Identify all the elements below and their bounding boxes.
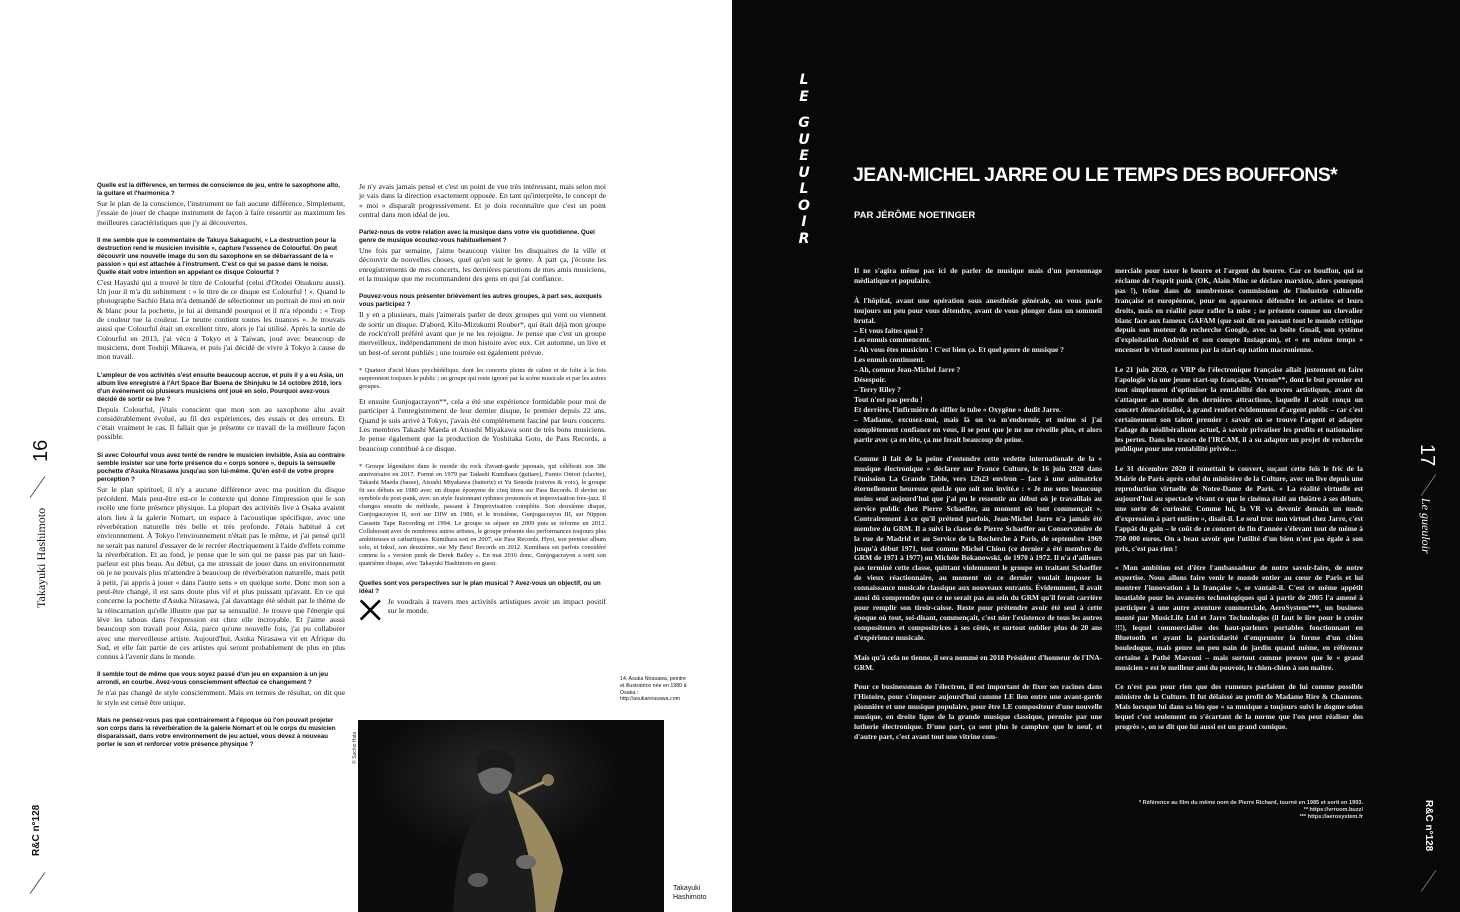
section-vertical-label [796,72,812,247]
byline: PAR JÉRÔME NOETINGER [854,210,976,221]
x-mark-icon [359,597,382,623]
saxophonist-image [358,720,664,912]
footnote-line: *** https://aerosystem.fr [1299,814,1363,821]
folio-divider [1421,870,1437,892]
article-paragraph: Comme il fait de la peine d'entendre cette vedette internationale de la « musique électronique » déclarer sur France Culture, le 16 juin 2020 dans l'émission La Grande Table, vers 12h23 environ – face à une animatrice éternellement heureuse quel.le que soit son invité.e : « Je me sens beaucoup moins seul aujourd'hui que j'ai pu le ressentir au début où je travaillais au service public chez Pierre Schaeffer, au moment où tout commençait ». Contrairement à ce qu'il prétend parfois, Jean-Michel Jarre n'a jamais été membre du GRM. Il a suivi la classe de Pierre Schaeffer au Conservatoire de la rue de Madrid et au Service de la Recherche à Paris, de septembre 1969 jusqu'à début 1971, tout comme Michel Chion (ce dernier a été membre du GRM de 1971 à 1977) ou Michèle Bokanowski, de 1970 à 1972. Il n'a d'ailleurs pas terminé cette classe, quittant violemment le groupe en traitant Schaeffer de vieux réactionnaire, au moment où ce dernier voulait imposer la connaissance musicale classique aux nouveaux entrants. Évidemment, il avait aussi dû comprendre que ce ne serait pas au sein du GRM qu'il ferait carrière pour remplir son tiroir-caisse. Reste pour prétendre avoir été seul à cette époque où tout, soi-disant, commençait, c'est nier l'existence de tous les autres compositeurs et compositrices à ses côtés, et surtout oublier plus de 20 ans d'expérience musicale. [854,454,1102,642]
section-letter: G [798,115,810,131]
article-paragraph: À l'hôpital, avant une opération sous anesthésie générale, on vous parle toujours un peu pour vous détendre, avant de vous plonger dans un sommeil brutal. – Et vous faites quoi ? Les ennuis commencent. – Ah vous êtes musicien ! C'est bien ça. Et quel genre de musique ? Les ennuis continuent. – Ah, comme Jean-Michel Jarre ? Désespoir. – Terry Riley ? Tout n'est pas perdu ! Et derrière, l'infirmière de siffler le tube « Oxygène » dudit Jarre. – Madame, excusez-moi, mais là on va m'endormir, et même si j'ai complètement confiance en vous, il se peut que je ne me réveille plus, et alors partir avec ça en tête, ça me ferait beaucoup de peine. [854,295,1102,444]
photo-credit: © Sachio Hata [352,731,358,764]
footnotes [1092,800,1363,822]
folio-divider [30,872,46,894]
article-column-1 [854,266,1102,752]
interview-question: Il me semble que le commentaire de Takuya Sakaguchi, « La destruction pour la destruction rend le musicien invisible », capture l'essence de Colourful. On peut découvrir une nouvelle image du son du saxophone en se débarrassant de la « passion » qui est attachée à l'instrument. C'est ce qui se passe dans le noise. Quelle était votre intention en appelant ce disque Colourful ? [97,236,338,276]
folio-number: 16 [30,439,52,462]
running-author: Takayuki Hashimoto [34,507,48,608]
folio-divider [30,476,46,498]
article-paragraph: Le 31 décembre 2020 il remettait le couvert, suçant cette fois le fric de la Mairie de Paris après celui du ministère de la Culture, avec un live depuis une reproduction virtuelle de Notre-Dame de Paris. « La réalité virtuelle est aujourd'hui au spectacle vivant ce que le cinéma était au théâtre à ses débuts, une sorte de curiosité. Comme lui, la VR va devenir demain un mode d'expression à part entière », disait-il. Le seul truc non virtuel chez Jarre, c'est l'appât du gain – le coût de ce concert de fin d'année s'élevant tout de même à 750 000 euros. On a beau savoir que l'utilité d'un bien n'est pas égale à son prix, c'est pas rien ! [1115,464,1363,553]
section-letter: E [799,148,809,164]
interview-answer: Je n'y avais jamais pensé et c'est un point de vue très intéressant, mais selon moi je vais dans la direction exactement opposée. En tant qu'interprète, le concept de « moi » disparaît progressivement. Et je dois reconnaître que c'est un point central dans mon idéal de jeu. [359,182,606,219]
footnote-rouber: * Quatuor d'acid blues psychédélique, dont les concerts pleins de calme et de folie à la fois surprennent toujours le public ; un groupe qui reste ignoré par la scène musicale et par les autres groupes. [359,366,606,391]
interview-answer: C'est Hayashi qui a trouvé le titre de Colourful (celui d'Otodei Otsukuru aussi). Un jour il m'a dit subitement : « le titre de ce disque est Colourful ! ». Quand le photographe Sachio Hata m'a demandé de sélectionner un portrait de moi en noir & blanc pour la pochette, je lui ai demandé pourquoi et il m'a répondu : « Trop de couleur tue la couleur. Le neutre contient toutes les nuances ». Je trouvais aussi que Colourful était un excellent titre, alors je l'ai utilisé. Après la sortie de Colourful en 2013, j'ai vécu à Tokyo et à Taiwan, joué avec beaucoup de musiciens, dont Toshiji Mikawa, et puis j'ai décidé de vivre à Tokyo à cause de mon travail. [97,277,345,362]
interview-question: Quelle est la différence, en termes de conscience de jeu, entre le saxophone alto, la guitare et l'harmonica ? [97,182,340,197]
interview-question: Si avec Colourful vous avez tenté de rendre le musicien invisible, Asia au contraire semble insister sur une forte présence du « corps sonore », depuis la sensuelle pochette d'Asuka Nirasawa jusqu'au son lui-même. Qu'en est-il de votre propre perception ? [97,451,345,483]
article-paragraph: merciale pour taxer le beurre et l'argent du beurre. Car ce bouffon, qui se réclame de l'esprit punk (OK, Alain Minc se déclare marxiste, alors pourquoi pas !), trône dans de nombreuses commissions de l'industrie culturelle française et européenne, pour en apparence défendre les artistes et leurs droits, mais en réalité pour rafler la mise ; se présente comme un chevalier blanc face aux fameux GAFAM (que soit dit en passant tout le monde critique depuis son moteur de recherche Google, avec sa boîte Gmail, son système d'exploitation Android et son compte Instagram), et « en même temps » encenser le virtuel soutenu par la start-up nation macronienne. [1115,266,1363,355]
magazine-issue: R&C n°128 [31,804,42,856]
final-answer-row [359,597,606,623]
section-letter [796,105,812,115]
section-letter: I [801,214,807,230]
caption-note-14: 14. Asuka Nirasawa, peintre et illustratrice née en 1980 à Osaka : http://asukanirasawa.com [620,676,687,703]
article-title: JEAN-MICHEL JARRE OU LE TEMPS DES BOUFFONS* [853,164,1338,186]
interview-column-1 [97,182,345,750]
interview-question: Mais ne pensez-vous pas que contrairement à l'époque où l'on pouvait projeter son corps dans la réverbération de la galerie Nomart et où le corps du musicien disparaissait, dans votre environnement de jeu actuel, vous devez à nouveau porter le son et renforcer votre présence physique ? [97,716,336,748]
interview-answer: Sur le plan spirituel, il n'y a aucune différence avec ma position du disque précédent. Mais peut-être est-ce le contexte qui donne l'impression que le son recèle une forte présence physique. La plupart des activités live à Osaka avaient alors lieu à la galerie Nomart, un espace à l'acoustique spécifique, avec une réverbération naturelle très belle et très profonde. J'étais habitué à cet environnement. À Tokyo l'environnement n'était pas le même, et j'ai pensé qu'il ne serait pas naturel d'essayer de le recréer électriquement à l'aide d'effets comme la réverbération. Et au fond, je pense que le son qui ne passe pas par un haut-parleur est plus beau. Au début, ça me stressait de jouer dans un environnement où je ne pouvais plus m'attendre à beaucoup de réverbération naturelle, mais petit à petit, j'ai appris à jouer « dans l'autre sens » en quelque sorte. Donc mon son a peut-être changé, il est sans doute plus vif et plus puissant qu'avant. En ce qui concerne la pochette d'Asuka Nirasawa, j'ai davantage été séduit par le thème de la réincarnation qu'elle illustre que par sa sensualité. Je trouve que l'énergie qui lève les tabous dans l'expression est chez elle incroyable. Et j'aime aussi beaucoup son travail pour Asia, parce qu'une nouvelle fois, j'ai pu collaborer avec une merveilleuse artiste. Aujourd'hui, Asuka Nirasawa vit en Afrique du Sud, et elle fait partie de ces artistes qui seront probablement de plus en plus connus à l'avenir dans le monde. [97,484,345,662]
article-paragraph: Pour ce businessman de l'électron, il est important de fixer ses racines dans l'Histoire, pour s'imposer aujourd'hui comme LE lien entre une avant-garde pionnière et une musique populaire, pour être LE compositeur d'une nouvelle musique, en droite ligne de la grande musique classique, permise par une lutherie électronique. D'une part, ça sent plus le camphre que le neuf, et d'autre part, c'est avant tout une vitrine com- [854,682,1102,741]
interview-question: L'ampleur de vos activités s'est ensuite beaucoup accrue, et puis il y a eu Asia, un album live enregistré à l'Art Space Bar Buena de Shinjuku le 14 octobre 2016, lors d'un événement où plusieurs musiciens ont joué en solo. Pourquoi avez-vous décidé de sortir ce live ? [97,371,344,403]
section-letter: L [799,181,809,197]
answer-perspectives: Je voudrais à travers mes activités artistiques avoir un impact positif sur le monde. [387,597,606,616]
photo-caption: Takayuki Hashimoto [673,885,707,901]
section-letter: U [798,131,810,148]
interview-question: Parlez-nous de votre relation avec la musique dans votre vie quotidienne. Quel genre de musique écoutez-vous habituellement ? [359,229,595,245]
running-section: Le gueuloir [1419,498,1433,554]
interview-answer: Une fois par semaine, j'aime beaucoup visiter les disquaires de la ville et découvrir de nouvelles choses, quel qu'en soit le genre. À part ça, j'écoute les enregistrements de mes concerts, les dernières parutions de mes amis musiciens, et la musique que me recommandent des gens en qui j'ai confiance. [359,246,606,284]
interview-answer: Sur le plan de la conscience, l'instrument ne fait aucune différence. Simplement, j'essaie de jouer de chaque instrument de façon à faire ressortir au maximum les meilleures caractéristiques que j'y ai découvertes. [97,199,345,227]
article-paragraph: Le 21 juin 2020, ce VRP de l'électronique française allait justement en faire l'apologie via une jeune start-up française, Vrroom**, dont le but premier est tout simplement d'optimiser la rentabilité des œuvres artistiques, avant de s'attaquer au monde des dernières attractions, laquelle il avait conçu un concert dématérialisé, à grand renfort évidemment d'argent public – car c'est certainement son talent premier : savoir où se trouve l'argent et adapter l'adage du néolibéralisme actuel, à savoir privatiser les profits et nationaliser les pertes. Dans les traces de l'IRCAM, il a su adapter un projet de recherche publique pour une rentabilité privée… [1115,365,1363,454]
article-paragraph: Ce n'est pas pour rien que des rumeurs parlaient de lui comme possible ministre de la Culture. Il fut délaissé au profit de Madame Rire & Chansons. Mais lorsque lui dans sa bio que « sa musique a toujours suivi le dogme selon lequel c'est seulement en s'écartant de la norme que l'on peut réaliser des progrès », on se dit que lui aussi est un grand comique. [1115,682,1363,732]
article-paragraph: Mais qu'à cela ne tienne, il sera nommé en 2018 Président d'honneur de l'INA-GRM. [854,652,1102,672]
section-letter: R [798,230,810,247]
article-paragraph: Il ne s'agira même pas ici de parler de musique mais d'un personnage médiatique et populaire. [854,266,1102,285]
left-folio [30,440,53,462]
article-column-2 [1115,266,1363,742]
section-letter: L [799,72,809,88]
interview-question: Il semble tout de même que vous soyez passé d'un jeu en expansion à un jeu arrondi, en courbe. Avez-vous consciemment effectué ce changement ? [97,671,329,687]
right-folio: 17 [1416,444,1438,467]
interview-question: Pouvez-vous nous présenter brièvement les autres groupes, à part ses, auxquels vous participez ? [359,293,602,309]
section-letter: U [798,164,810,181]
folio-divider [1421,474,1437,496]
footnote-line: ** https://vrroom.buzz/ [1303,807,1363,814]
article-paragraph: « Mon ambition est d'être l'ambassadeur de notre savoir-faire, de notre expertise. Nous allons faire venir le monde entier au cœur de Paris et lui montrer l'innovation à la française », se vantait-il. C'est ce même appétit insatiable pour les avancées technologiques qui à partir de 2005 l'a amené à participer à une autre aventure commerciale, AeroSystem***, un business monté par MusicLife Ltd et Jarre Technologies (il faut le lire pour le croire !!!), lequel commercialise des haut-parleurs portables fonctionnant en Bluetooth et ayant la particularité d'emprunter la forme d'un chien bouledogue, mais genre un peu nain de jardin quand même, en référence certaine à Pathé Marconi – mais surtout comme preuve que le « grand musicien » est le meilleur ami du pouvoir, le chien-chien à son maître. [1115,563,1363,672]
footnote-gunjogacrayon: * Groupe légendaire dans le monde du rock d'avant-garde japonais, qui célébrait son 38e anniversaire en 2017. Formé en 1979 par Tadashi Kumihara (guitare), Fumio Omori (clavier), Takashi Maeda (basse), Atsushi Miyakawa (batterie) et Yu Sonoda (cuivres & voix), le groupe fit ses débuts en 1980 avec un disque éponyme de cinq titres sur Pass Records. Il devint un symbole du post-punk, avec un style fusionnant rythmes prononcés et improvisation free-jazz. Il changea ensuite de méthode, passant à l'improvisation complète. Son deuxième disque, Gunjogacrayon II, sort sur DIW en 1986, et le troisième, Gunjogacrayon III, sur Nippon Cassette Tape Recording en 1994. Le groupe se sépare en 2009 puis se reforme en 2012. Collaborant avec de nombreux autres artistes, le groupe présente des performances toujours plus ambitieuses et cathartiques. Kumihara sort en 2007, sur Pass Records, Hyoi, son premier album solo, et Inkuf, son deuxième, sur My Best! Records en 2012. Kumihara est parfois considéré comme la « version punk de Derek Bailey ». En mai 2016 donc, Gunjogacrayon a sorti son quatrième disque, avec Takayuki Hashimoto en guest. [359,462,606,568]
interview-answer: Depuis Colourful, j'étais conscient que mon son au saxophone alto avait considérablement évolué, au fil des expériences, des essais et des erreurs. Et c'était vraiment le cas. Il fallait que je présente ce travail de la meilleure façon possible. [97,404,345,442]
magazine-issue: R&C n°128 [1423,800,1434,852]
interview-column-2 [359,182,606,623]
interview-answer: Il y en a plusieurs, mais j'aimerais parler de deux groupes qui vont ou viennent de sortir un disque. D'abord, Kilo-Mizukumi Rouber*, qui était déjà mon groupe de rock'n'roll préféré avant que je ne les rejoigne. Je pense que c'est un groupe merveilleux, indépendamment de mon histoire avec eux. Cet automne, un live et un best-of seront publiés ; une tournée est également prévue. [359,310,606,357]
answer-gunjogacrayon: Et ensuite Gunjogacrayon**, cela a été une expérience formidable pour moi de participer à l'enregistrement de leur dernier disque, le premier depuis 22 ans. Quand je suis arrivé à Tokyo, j'avais été complètement fasciné par leurs concerts. Les membres Takashi Maeda et Atsushi Miyakawa sont de très bons musiciens. Je pense également que la production de Yoshitaka Goto, de Pass Records, a beaucoup contribué à ce disque. [359,397,606,453]
portrait-photo [358,720,664,912]
right-page [732,0,1460,912]
interview-qa-block [359,182,606,357]
footnote-line: * Référence au film du même nom de Pierre Richard, tourné en 1985 et sorti en 1993. [1138,800,1363,806]
section-letter: E [799,88,809,105]
section-letter: O [798,197,810,214]
question-perspectives: Quelles sont vos perspectives sur le plan musical ? Avez-vous un objectif, ou un idéal ? [359,580,601,596]
interview-answer: Je n'ai pas changé de style consciemment. Mais en termes de résultat, on dit que le style est censé être unique. [97,688,345,707]
